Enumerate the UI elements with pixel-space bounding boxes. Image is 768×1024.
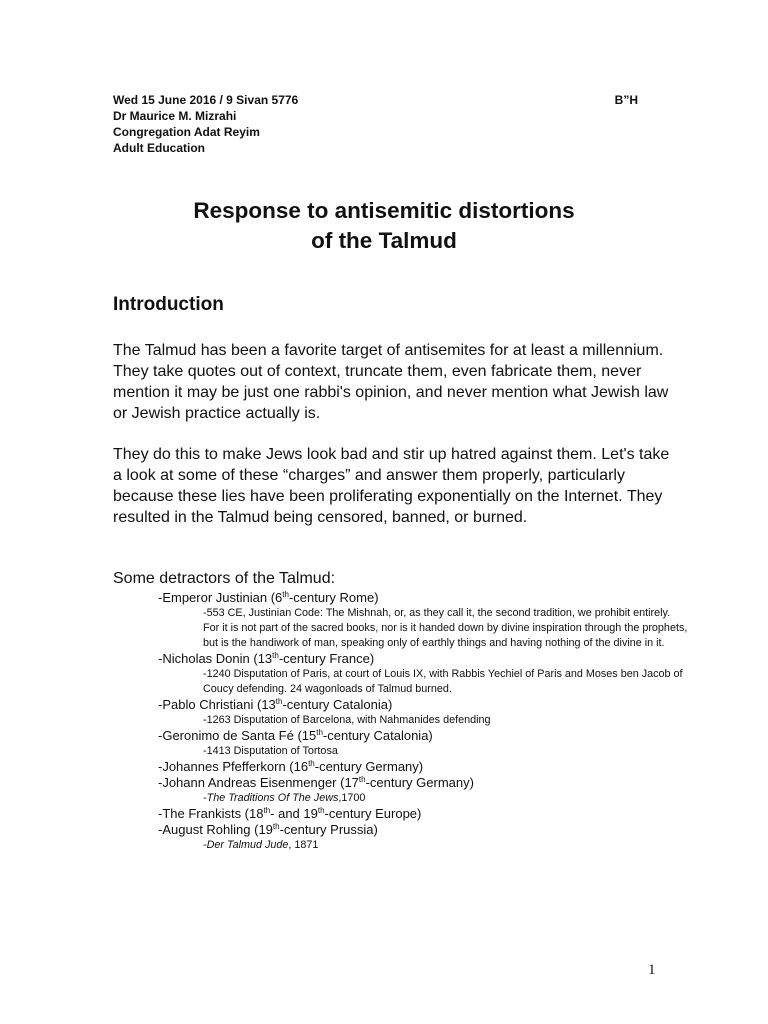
department-line: Adult Education bbox=[113, 141, 205, 155]
list-item-detail: -553 CE, Justinian Code: The Mishnah, or, as they call it, the second tradition, we prohibit entirely. For it is not part of the sacred books, nor is it handed down by divine inspiration through the prophets, but is the handiwork of man, speaking only of earthly things and having nothing of the divine in it. bbox=[203, 607, 688, 649]
list-item: -Geronimo de Santa Fé (15th-century Catalonia) bbox=[158, 728, 433, 743]
page-title bbox=[0, 196, 768, 256]
list-item-detail: -1263 Disputation of Barcelona, with Nahmanides defending bbox=[203, 714, 491, 726]
list-item: -The Frankists (18th- and 19th-century Europe) bbox=[158, 806, 422, 821]
intro-paragraph-1: The Talmud has been a favorite target of antisemites for at least a millennium. They take quotes out of context, truncate them, even fabricate them, never mention it may be just one rabbi's opinion, and never mention what Jewish law or Jewish practice actually is. bbox=[113, 342, 669, 422]
list-item-detail: -The Traditions Of The Jews,1700 bbox=[203, 792, 366, 804]
title-line-1: Response to antisemitic distortions bbox=[193, 198, 575, 223]
date-line: Wed 15 June 2016 / 9 Sivan 5776 bbox=[113, 93, 299, 107]
title-line-2: of the Talmud bbox=[311, 228, 457, 253]
list-item-detail: -1240 Disputation of Paris, at court of Louis IX, with Rabbis Yechiel of Paris and Moses ben Jacob of Coucy defending. 24 wagonloads of Talmud burned. bbox=[203, 668, 683, 695]
section-heading: Introduction bbox=[113, 294, 224, 315]
document-header bbox=[113, 92, 638, 156]
list-intro: Some detractors of the Talmud: bbox=[113, 570, 336, 587]
list-item: -Emperor Justinian (6th-century Rome) bbox=[158, 590, 379, 605]
list-item: -August Rohling (19th-century Prussia) bbox=[158, 822, 378, 837]
author-line: Dr Maurice M. Mizrahi bbox=[113, 109, 237, 123]
list-item: -Johann Andreas Eisenmenger (17th-century Germany) bbox=[158, 775, 474, 790]
list-item: -Johannes Pfefferkorn (16th-century Germany) bbox=[158, 759, 424, 774]
detractors-list bbox=[158, 590, 688, 853]
intro-paragraph-2: They do this to make Jews look bad and stir up hatred against them. Let's take a look at some of these “charges” and answer them properly, particularly because these lies have been proliferating exponentially on the Internet. They resulted in the Talmud being censored, banned, or burned. bbox=[113, 446, 670, 526]
list-item-detail: -Der Talmud Jude, 1871 bbox=[203, 839, 319, 851]
list-item: -Pablo Christiani (13th-century Catalonia) bbox=[158, 697, 393, 712]
bh-mark: B”H bbox=[614, 93, 638, 107]
list-item-detail: -1413 Disputation of Tortosa bbox=[203, 745, 338, 757]
list-item: -Nicholas Donin (13th-century France) bbox=[158, 651, 375, 666]
page-number: 1 bbox=[648, 962, 656, 978]
congregation-line: Congregation Adat Reyim bbox=[113, 125, 260, 139]
header-date-row bbox=[113, 92, 638, 108]
